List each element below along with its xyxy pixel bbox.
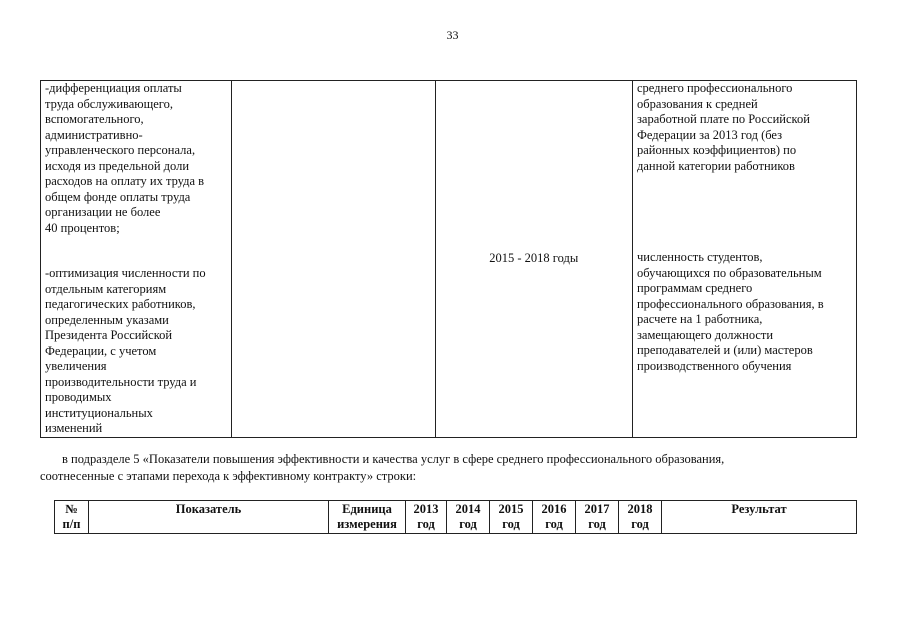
text-line: -дифференциация оплаты xyxy=(45,81,182,95)
text-line: преподавателей и (или) мастеров xyxy=(636,343,813,357)
header-text: Результат xyxy=(731,502,787,516)
period-text: 2015 - 2018 годы xyxy=(489,251,579,265)
paragraph-line: соотнесенные с этапами перехода к эффективному контракту» строки: xyxy=(40,469,417,483)
header-cell-2013 xyxy=(406,501,447,534)
empty-cell xyxy=(232,81,435,438)
text-line: районных коэффициентов) по xyxy=(636,143,797,157)
header-text: год xyxy=(417,517,435,531)
header-text: год xyxy=(459,517,477,531)
text-line: замещающего должности xyxy=(636,327,774,342)
text-line: институциональных xyxy=(45,405,153,420)
header-text: год xyxy=(631,517,649,531)
indicator-salary xyxy=(637,81,852,174)
header-text: п/п xyxy=(62,517,81,531)
period-cell xyxy=(435,81,632,438)
text-line: увеличения xyxy=(45,359,107,373)
header-cell-2014 xyxy=(447,501,490,534)
text-line: данной категории работников xyxy=(636,158,795,173)
text-line: образования к средней xyxy=(636,96,758,111)
text-line: среднего профессионального xyxy=(636,81,793,95)
text-line: вспомогательного, xyxy=(45,112,144,126)
header-cell-2017 xyxy=(576,501,619,534)
text-line: исходя из предельной доли xyxy=(45,158,190,173)
header-row xyxy=(55,501,857,534)
text-line: Федерации, с учетом xyxy=(45,343,157,358)
indicators-header-table xyxy=(54,500,857,534)
body-paragraph xyxy=(40,451,857,485)
text-line: общем фонде оплаты труда xyxy=(45,189,191,204)
header-cell-number xyxy=(55,501,89,534)
paragraph-line: в подразделе 5 «Показатели повышения эффективности и качества услуг в сфере среднего профессионального образования, xyxy=(62,452,725,466)
header-text: измерения xyxy=(337,517,397,531)
text-line: заработной плате по Российской xyxy=(636,112,810,126)
measure-optimization xyxy=(45,266,227,437)
header-text: 2015 xyxy=(498,502,524,516)
text-line: 40 процентов; xyxy=(45,220,120,235)
text-line: проводимых xyxy=(45,390,112,404)
page-number: 33 xyxy=(446,28,459,42)
header-cell-unit xyxy=(329,501,406,534)
text-line: труда обслуживающего, xyxy=(45,96,173,111)
measures-cell xyxy=(41,81,232,438)
text-line: расчете на 1 работника, xyxy=(636,312,763,326)
text-line: обучающихся по образовательным xyxy=(636,265,822,280)
header-text: 2017 xyxy=(584,502,610,516)
header-text: Показатель xyxy=(175,502,242,516)
header-cell-2018 xyxy=(619,501,662,534)
text-line: расходов на оплату их труда в xyxy=(45,174,205,188)
header-cell-indicator xyxy=(89,501,329,534)
measures-table xyxy=(40,80,857,438)
text-line: Президента Российской xyxy=(45,328,173,342)
table-row xyxy=(41,81,857,438)
header-cell-2015 xyxy=(490,501,533,534)
text-line: производственного обучения xyxy=(636,358,792,373)
text-line: Федерации за 2013 год (без xyxy=(636,127,783,142)
header-text: 2016 xyxy=(541,502,567,516)
text-line: организации не более xyxy=(45,205,161,219)
text-line: определенным указами xyxy=(45,312,169,327)
text-line: профессионального образования, в xyxy=(636,296,824,311)
header-text: год xyxy=(588,517,606,531)
header-text: 2018 xyxy=(627,502,653,516)
text-line: отдельным категориям xyxy=(45,281,167,296)
text-line: педагогических работников, xyxy=(45,297,196,311)
text-line: программам среднего xyxy=(636,281,753,295)
header-text: 2014 xyxy=(455,502,481,516)
text-line: -оптимизация численности по xyxy=(45,266,206,280)
header-cell-result xyxy=(662,501,857,534)
header-text: год xyxy=(502,517,520,531)
header-text: Единица xyxy=(342,502,392,516)
text-line: изменений xyxy=(45,421,103,435)
measure-differentiation xyxy=(45,81,227,236)
indicator-students xyxy=(637,250,852,374)
text-line: производительности труда и xyxy=(45,374,197,389)
text-line: управленческого персонала, xyxy=(45,143,196,157)
header-cell-2016 xyxy=(533,501,576,534)
header-text: № xyxy=(65,502,78,516)
text-line: административно- xyxy=(45,127,143,142)
header-text: 2013 xyxy=(413,502,439,516)
text-line: численность студентов, xyxy=(636,250,763,264)
indicator-cell xyxy=(632,81,856,438)
header-text: год xyxy=(545,517,563,531)
